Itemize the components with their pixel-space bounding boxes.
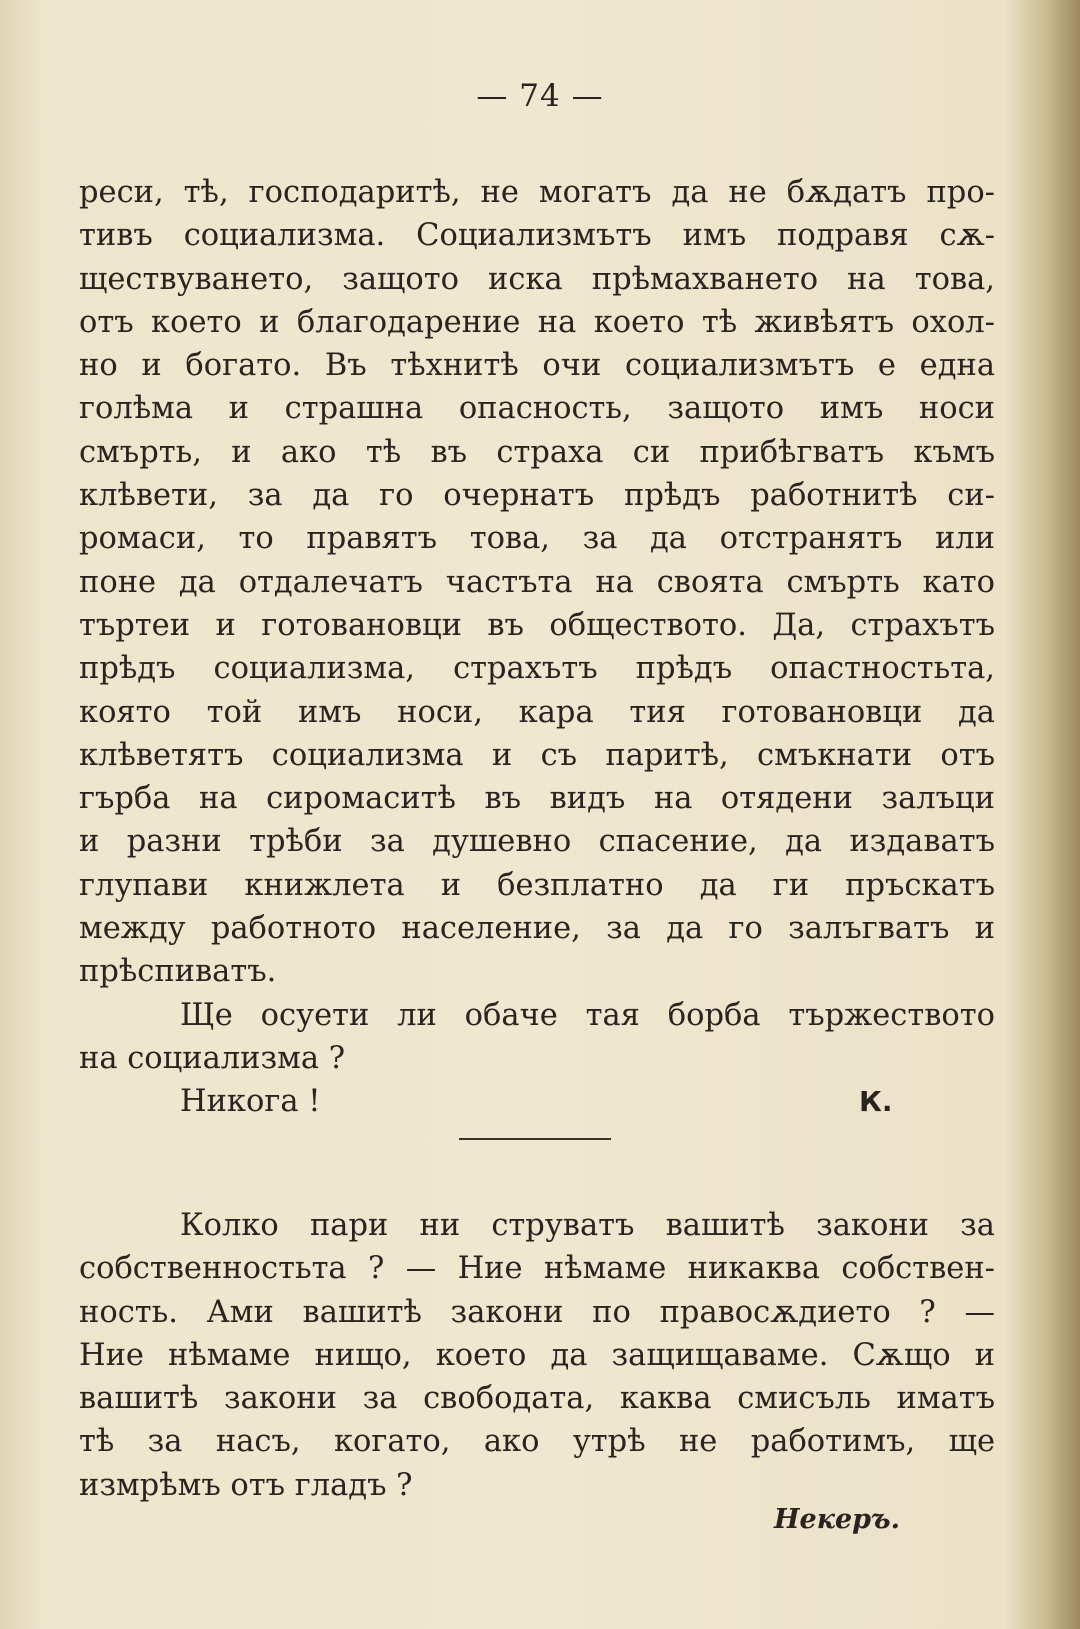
- text-line: глупави книжлета и безплатно да ги пръскатъ: [79, 867, 995, 903]
- text-line: Колко пари ни струватъ вашитѣ закони за: [180, 1208, 995, 1243]
- text-line: на социализма ?: [79, 1040, 346, 1076]
- text-line: Ние нѣмаме нищо, което да защищаваме. Сѫщо и: [79, 1337, 995, 1373]
- text-line: тивъ социализма. Социализмътъ имъ подравя сѫ-: [79, 218, 995, 254]
- text-line: прѣдъ социализма, страхътъ прѣдъ опастностьта,: [79, 651, 995, 687]
- text-line: поне да отдалечатъ частъта на своята смърть като: [79, 564, 995, 600]
- article-body: [79, 171, 995, 1124]
- text-line: голѣма и страшна опасность, защото имъ носи: [79, 391, 995, 427]
- text-line: гърба на сиромаситѣ въ видъ на отядени залъци: [79, 781, 995, 817]
- text-line: отъ което и благодарение на което тѣ живѣятъ охол-: [79, 304, 995, 340]
- text-line: ность. Ами вашитѣ закони по правосѫдието ? —: [79, 1294, 995, 1330]
- text-line: между работното население, за да го залъгватъ и: [79, 911, 995, 947]
- text-line: ществуването, защото иска прѣмахването на това,: [79, 261, 995, 297]
- text-line: и разни трѣби за душевно спасение, да издаватъ: [79, 824, 995, 860]
- text-line: вашитѣ закони за свободата, каква смисъль иматъ: [79, 1381, 995, 1417]
- text-line: собственностьта ? — Ние нѣмаме никаква собствен-: [79, 1251, 995, 1287]
- section-divider: [459, 1138, 611, 1140]
- quote-author: Некеръ.: [774, 1504, 901, 1535]
- text-line: която той имъ носи, кара тия готовановци да: [79, 694, 995, 730]
- text-line: измрѣмъ отъ гладъ ?: [79, 1467, 413, 1503]
- text-line: клѣветятъ социализма и съ паритѣ, смъкнати отъ: [79, 737, 995, 773]
- text-line: тѣ за насъ, когато, ако утрѣ не работимъ, ще: [79, 1424, 995, 1460]
- text-line: клѣвети, за да го очернатъ прѣдъ работнитѣ си-: [79, 478, 995, 514]
- text-line: смърть, и ако тѣ въ страха си прибѣгватъ къмъ: [79, 434, 995, 470]
- text-line: търтеи и готовановци въ обществото. Да, страхътъ: [79, 607, 995, 643]
- quote-section: [79, 1204, 995, 1507]
- closing-text: Никога !: [180, 1084, 321, 1120]
- closing-line: [79, 1080, 995, 1123]
- text-line: прѣспиватъ.: [79, 954, 277, 990]
- text-line: но и богато. Въ тѣхнитѣ очи социализмътъ е една: [79, 348, 995, 384]
- page-number: — 74 —: [476, 78, 604, 114]
- text-line: ромаси, то правятъ това, за да отстранятъ или: [79, 521, 995, 557]
- text-line: Ще осуети ли обаче тая борба тържеството: [180, 997, 995, 1033]
- closing-initial: К.: [859, 1085, 893, 1119]
- text-line: реси, тѣ, господаритѣ, не могатъ да не бѫдатъ про-: [79, 175, 995, 210]
